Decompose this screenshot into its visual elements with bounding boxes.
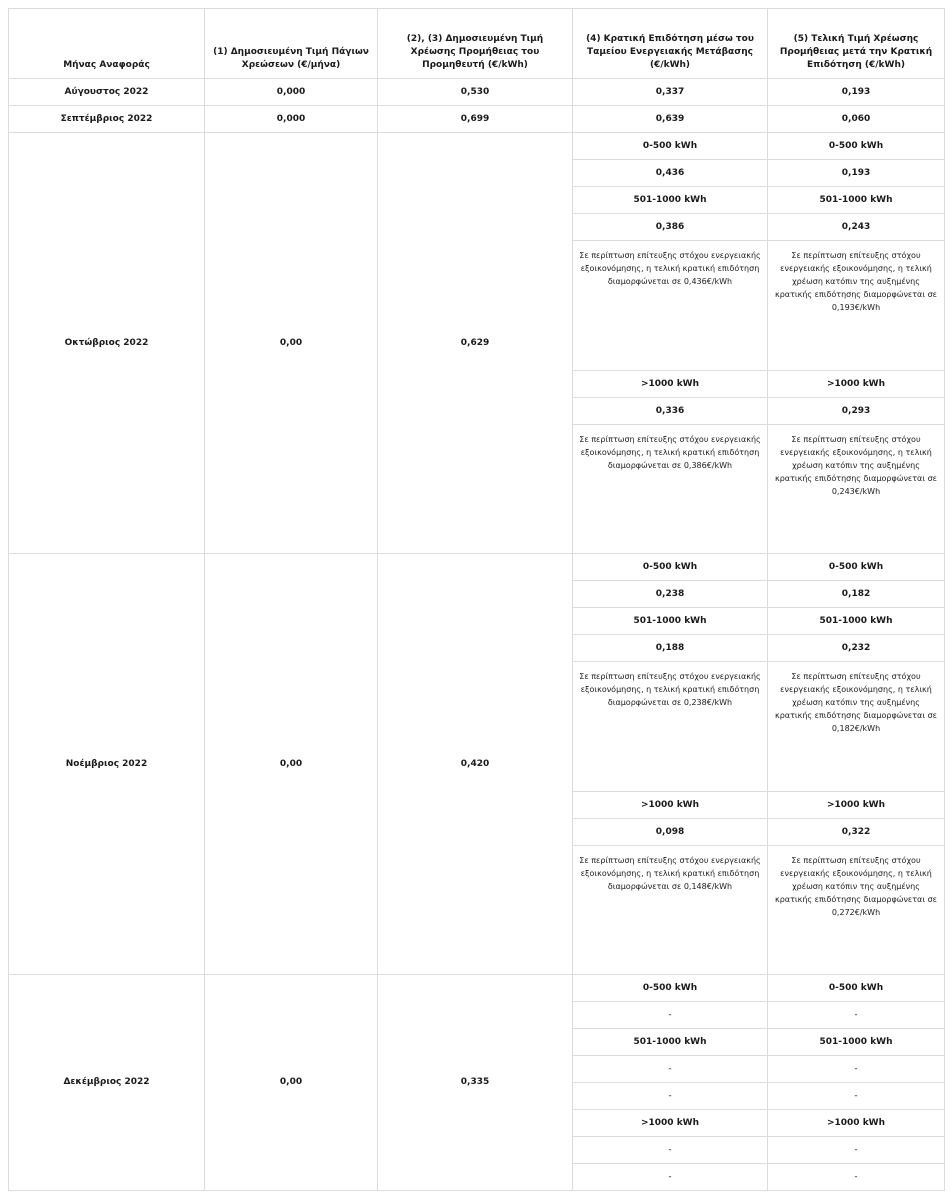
final-charge-cell: 0,293 xyxy=(768,398,945,425)
subsidy-cell: 0,337 xyxy=(573,79,768,106)
month-cell: Αύγουστος 2022 xyxy=(9,79,205,106)
final-charge-cell: 0,243 xyxy=(768,214,945,241)
subsidy-cell: 501-1000 kWh xyxy=(573,187,768,214)
final-charge-cell: >1000 kWh xyxy=(768,792,945,819)
final-charge-cell: 0,322 xyxy=(768,819,945,846)
final-charge-cell: 0,193 xyxy=(768,79,945,106)
supply-charge-cell: 0,335 xyxy=(378,975,573,1191)
subsidy-cell: 0,098 xyxy=(573,819,768,846)
final-charge-note: Σε περίπτωση επίτευξης στόχου ενεργειακής εξοικονόμησης, η τελική χρέωση κατόπιν της αυξημένης κρατικής επιδότησης διαμορφώνεται σε 0,193€/kWh xyxy=(768,241,945,371)
final-charge-cell: - xyxy=(768,1164,945,1191)
supply-charge-cell: 0,699 xyxy=(378,106,573,133)
subsidy-note: Σε περίπτωση επίτευξης στόχου ενεργειακής εξοικονόμησης, η τελική κρατική επιδότηση διαμορφώνεται σε 0,238€/kWh xyxy=(573,662,768,792)
subsidy-cell: 501-1000 kWh xyxy=(573,1029,768,1056)
tariff-table-body xyxy=(9,9,945,1191)
subsidy-cell: >1000 kWh xyxy=(573,1110,768,1137)
subsidy-note: Σε περίπτωση επίτευξης στόχου ενεργειακής εξοικονόμησης, η τελική κρατική επιδότηση διαμορφώνεται σε 0,386€/kWh xyxy=(573,425,768,554)
supply-charge-cell: 0,530 xyxy=(378,79,573,106)
final-charge-cell: 501-1000 kWh xyxy=(768,187,945,214)
final-charge-cell: >1000 kWh xyxy=(768,371,945,398)
final-charge-cell: 0-500 kWh xyxy=(768,133,945,160)
final-charge-cell: - xyxy=(768,1056,945,1083)
subsidy-cell: 0,238 xyxy=(573,581,768,608)
subsidy-cell: - xyxy=(573,1056,768,1083)
header-supply-charge: (2), (3) Δημοσιευμένη Τιμή Χρέωσης Προμήθειας του Προμηθευτή (€/kWh) xyxy=(378,9,573,79)
month-cell: Σεπτέμβριος 2022 xyxy=(9,106,205,133)
subsidy-cell: 0,188 xyxy=(573,635,768,662)
subsidy-cell: - xyxy=(573,1164,768,1191)
final-charge-note: Σε περίπτωση επίτευξης στόχου ενεργειακής εξοικονόμησης, η τελική χρέωση κατόπιν της αυξημένης κρατικής επιδότησης διαμορφώνεται σε 0,182€/kWh xyxy=(768,662,945,792)
fixed-charge-cell: 0,000 xyxy=(205,106,378,133)
final-charge-cell: - xyxy=(768,1137,945,1164)
subsidy-cell: - xyxy=(573,1002,768,1029)
header-fixed-charge: (1) Δημοσιευμένη Τιμή Πάγιων Χρεώσεων (€/μήνα) xyxy=(205,9,378,79)
fixed-charge-cell: 0,00 xyxy=(205,133,378,554)
header-row xyxy=(9,9,945,79)
supply-charge-cell: 0,420 xyxy=(378,554,573,975)
final-charge-cell: - xyxy=(768,1002,945,1029)
fixed-charge-cell: 0,00 xyxy=(205,975,378,1191)
month-cell: Οκτώβριος 2022 xyxy=(9,133,205,554)
final-charge-note: Σε περίπτωση επίτευξης στόχου ενεργειακής εξοικονόμησης, η τελική χρέωση κατόπιν της αυξημένης κρατικής επιδότησης διαμορφώνεται σε 0,243€/kWh xyxy=(768,425,945,554)
subsidy-cell: - xyxy=(573,1083,768,1110)
header-final-charge: (5) Τελική Τιμή Χρέωσης Προμήθειας μετά την Κρατική Επιδότηση (€/kWh) xyxy=(768,9,945,79)
subsidy-cell: 0,639 xyxy=(573,106,768,133)
final-charge-note: Σε περίπτωση επίτευξης στόχου ενεργειακής εξοικονόμησης, η τελική χρέωση κατόπιν της αυξημένης κρατικής επιδότησης διαμορφώνεται σε 0,272€/kWh xyxy=(768,846,945,975)
final-charge-cell: 0,232 xyxy=(768,635,945,662)
subsidy-cell: 0-500 kWh xyxy=(573,554,768,581)
subsidy-note: Σε περίπτωση επίτευξης στόχου ενεργειακής εξοικονόμησης, η τελική κρατική επιδότηση διαμορφώνεται σε 0,148€/kWh xyxy=(573,846,768,975)
subsidy-cell: 0,336 xyxy=(573,398,768,425)
subsidy-cell: 0,386 xyxy=(573,214,768,241)
month-cell: Δεκέμβριος 2022 xyxy=(9,975,205,1191)
fixed-charge-cell: 0,00 xyxy=(205,554,378,975)
fixed-charge-cell: 0,000 xyxy=(205,79,378,106)
final-charge-cell: 0,060 xyxy=(768,106,945,133)
final-charge-cell: - xyxy=(768,1083,945,1110)
supply-charge-cell: 0,629 xyxy=(378,133,573,554)
table-row xyxy=(9,975,945,1002)
subsidy-cell: >1000 kWh xyxy=(573,792,768,819)
final-charge-cell: 0-500 kWh xyxy=(768,975,945,1002)
header-state-subsidy: (4) Κρατική Επιδότηση μέσω του Ταμείου Ενεργειακής Μετάβασης (€/kWh) xyxy=(573,9,768,79)
table-row xyxy=(9,554,945,581)
subsidy-note: Σε περίπτωση επίτευξης στόχου ενεργειακής εξοικονόμησης, η τελική κρατική επιδότηση διαμορφώνεται σε 0,436€/kWh xyxy=(573,241,768,371)
tariff-table xyxy=(8,8,945,1191)
header-month: Μήνας Αναφοράς xyxy=(9,9,205,79)
table-row xyxy=(9,133,945,160)
subsidy-cell: 0-500 kWh xyxy=(573,133,768,160)
subsidy-cell: - xyxy=(573,1137,768,1164)
final-charge-cell: 501-1000 kWh xyxy=(768,1029,945,1056)
subsidy-cell: 0-500 kWh xyxy=(573,975,768,1002)
month-cell: Νοέμβριος 2022 xyxy=(9,554,205,975)
final-charge-cell: 0,193 xyxy=(768,160,945,187)
subsidy-cell: 0,436 xyxy=(573,160,768,187)
table-row xyxy=(9,79,945,106)
final-charge-cell: 0,182 xyxy=(768,581,945,608)
table-row xyxy=(9,106,945,133)
subsidy-cell: 501-1000 kWh xyxy=(573,608,768,635)
final-charge-cell: 0-500 kWh xyxy=(768,554,945,581)
final-charge-cell: 501-1000 kWh xyxy=(768,608,945,635)
subsidy-cell: >1000 kWh xyxy=(573,371,768,398)
final-charge-cell: >1000 kWh xyxy=(768,1110,945,1137)
